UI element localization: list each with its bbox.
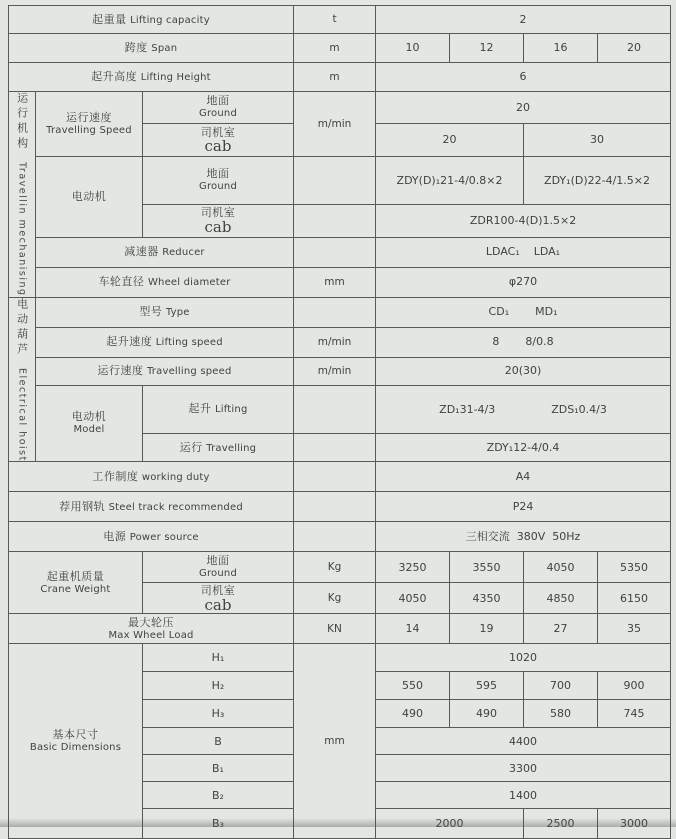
lifting-height-unit: m	[294, 63, 376, 92]
crane-weight-label	[9, 552, 143, 614]
electric-hoist-label-en: Electrical hoist	[16, 367, 28, 462]
hoist-motor-label	[36, 385, 143, 462]
travel-speed-label	[36, 92, 143, 157]
hoist-travel-speed-label	[36, 357, 294, 385]
dim-b1-value: 3300	[376, 755, 671, 782]
travel-motor-ground-label	[143, 157, 294, 205]
reducer-unit-empty	[294, 237, 376, 267]
hoist-type-value-a: CD₁	[488, 305, 510, 319]
working-duty-label-zh: 工作制度	[92, 469, 139, 483]
working-duty-unit-empty	[294, 462, 376, 492]
row-dim-h1	[9, 644, 671, 672]
crane-weight-cab-value-16: 4850	[524, 583, 598, 614]
hoist-lift-speed-value-a: 8	[492, 335, 500, 349]
crane-weight-ground-label	[143, 552, 294, 583]
travel-speed-cab-label	[143, 124, 294, 157]
hoist-lift-speed-value-b: 8/0.8	[525, 335, 554, 349]
travel-speed-cab-label-zh: 司机室	[200, 125, 236, 139]
power-source-unit-empty	[294, 522, 376, 552]
reducer-value-a: LDAC₁	[485, 245, 520, 259]
crane-weight-ground-unit: Kg	[294, 552, 376, 583]
hoist-motor-lifting-label-en: Lifting	[215, 404, 248, 416]
hoist-lift-speed-value	[376, 327, 671, 357]
reducer-label-zh: 减速器	[124, 245, 159, 259]
hoist-motor-travelling-label-en: Travelling	[206, 442, 257, 454]
travel-motor-ground-value-low: ZDY(D)₁21-4/0.8×2	[376, 157, 524, 205]
hoist-lift-speed-label-zh: 起升速度	[106, 335, 153, 349]
hoist-travel-speed-label-zh: 运行速度	[97, 364, 144, 378]
max-wheel-load-label-zh: 最大轮压	[128, 615, 174, 629]
span-unit: m	[294, 34, 376, 63]
working-duty-value: A4	[376, 462, 671, 492]
dim-h2-label: H₂	[143, 672, 294, 700]
travel-motor-label-zh: 电动机	[71, 190, 107, 204]
wheel-diameter-unit: mm	[294, 267, 376, 297]
hoist-type-value	[376, 297, 671, 327]
crane-weight-cab-label	[143, 583, 294, 614]
dim-b2-label: B₂	[143, 782, 294, 809]
wheel-diameter-label	[36, 267, 294, 297]
max-wheel-load-value-12: 19	[450, 614, 524, 644]
crane-weight-label-zh: 起重机质量	[46, 569, 105, 583]
hoist-motor-lifting-value	[376, 385, 671, 434]
dim-b2-value: 1400	[376, 782, 671, 809]
wheel-diameter-value: φ270	[376, 267, 671, 297]
travel-speed-ground-label	[143, 92, 294, 124]
crane-weight-label-en: Crane Weight	[40, 583, 111, 595]
section-electric-hoist	[9, 297, 36, 462]
hoist-motor-lifting-value-b: ZDS₁0.4/3	[551, 402, 607, 416]
hoist-motor-label-en: Model	[73, 424, 105, 436]
travel-speed-ground-label-en: Ground	[199, 108, 237, 120]
dim-b3-value-c: 3000	[598, 809, 671, 839]
dim-h3-value-12: 490	[450, 700, 524, 728]
crane-weight-ground-value-10: 3250	[376, 552, 450, 583]
lifting-height-label-en: Lifting Height	[140, 72, 211, 83]
dim-b1-label: B₁	[143, 755, 294, 782]
hoist-motor-travelling-value: ZDY₁12-4/0.4	[376, 434, 671, 462]
dim-b-value: 4400	[376, 728, 671, 755]
reducer-label-en: Reducer	[162, 247, 205, 259]
max-wheel-load-label	[9, 614, 294, 644]
working-duty-label-en: working duty	[141, 471, 210, 483]
crane-weight-ground-value-20: 5350	[598, 552, 671, 583]
steel-track-unit-empty	[294, 492, 376, 522]
hoist-motor-travelling-label	[143, 434, 294, 462]
crane-weight-cab-unit: Kg	[294, 583, 376, 614]
max-wheel-load-value-16: 27	[524, 614, 598, 644]
lifting-capacity-label-zh: 起重量	[92, 12, 127, 26]
travel-speed-unit: m/min	[294, 92, 376, 157]
span-label-zh: 跨度	[124, 41, 148, 54]
dimensions-label	[9, 644, 143, 839]
crane-weight-ground-value-12: 3550	[450, 552, 524, 583]
hoist-travel-speed-value: 20(30)	[376, 357, 671, 385]
dimensions-label-en: Basic Dimensions	[29, 742, 122, 753]
span-label	[9, 34, 294, 63]
hoist-lift-speed-unit: m/min	[294, 327, 376, 357]
hoist-motor-lifting-label-zh: 起升	[188, 402, 212, 416]
span-value-10: 10	[376, 34, 450, 63]
travel-motor-ground-label-en: Ground	[199, 180, 237, 192]
row-hoist-type	[9, 297, 671, 327]
max-wheel-load-unit: KN	[294, 614, 376, 644]
power-source-value: 三相交流 380V 50Hz	[376, 522, 671, 552]
hoist-motor-label-zh: 电动机	[71, 410, 107, 424]
electric-hoist-vertical-label	[11, 298, 33, 462]
travel-motor-cab-label-zh: 司机室	[200, 206, 236, 220]
travel-speed-cab-value-high: 30	[524, 124, 671, 157]
crane-weight-ground-label-en: Ground	[199, 568, 237, 579]
span-label-en: Span	[151, 43, 178, 54]
row-power-source	[9, 522, 671, 552]
travel-motor-cab-value: ZDR100-4(D)1.5×2	[376, 204, 671, 237]
crane-spec-table	[8, 5, 671, 839]
dim-h1-label: H₁	[143, 644, 294, 672]
hoist-lift-speed-label-en: Lifting speed	[155, 337, 223, 349]
travel-motor-cab-label	[143, 204, 294, 237]
crane-weight-ground-value-16: 4050	[524, 552, 598, 583]
power-source-label	[9, 522, 294, 552]
hoist-type-label	[36, 297, 294, 327]
travel-speed-ground-label-zh: 地面	[206, 94, 230, 108]
hoist-type-unit-empty	[294, 297, 376, 327]
row-hoist-motor-lifting	[9, 385, 671, 434]
travel-speed-cab-value-low: 20	[376, 124, 524, 157]
hoist-motor-travelling-label-zh: 运行	[179, 440, 203, 454]
hoist-type-label-zh: 型号	[139, 305, 163, 319]
steel-track-value: P24	[376, 492, 671, 522]
travel-speed-label-en: Travelling Speed	[46, 124, 132, 136]
section-travel-mechanism	[9, 92, 36, 298]
travel-motor-ground-unit-empty	[294, 157, 376, 205]
working-duty-label	[9, 462, 294, 492]
row-crane-weight-ground	[9, 552, 671, 583]
dim-b3-label: B₃	[143, 809, 294, 839]
hoist-travel-speed-label-en: Travelling speed	[146, 366, 232, 378]
travel-speed-label-zh: 运行速度	[66, 110, 112, 124]
power-source-label-en: Power source	[129, 531, 199, 543]
travel-motor-label	[36, 157, 143, 238]
wheel-diameter-label-en: Wheel diameter	[147, 277, 231, 289]
steel-track-label-en: Steel track recommended	[108, 501, 243, 513]
travel-speed-ground-value: 20	[376, 92, 671, 124]
reducer-label	[36, 237, 294, 267]
dim-h1-value: 1020	[376, 644, 671, 672]
travel-mechanism-label-en: Travellin mechanising	[16, 162, 28, 297]
row-hoist-travel-speed	[9, 357, 671, 385]
travel-mechanism-vertical-label	[11, 92, 33, 297]
dim-h3-label: H₃	[143, 700, 294, 728]
crane-weight-cab-label-zh: 司机室	[200, 584, 236, 597]
steel-track-label	[9, 492, 294, 522]
travel-mechanism-label-zh: 运行机构	[15, 92, 29, 152]
dimensions-unit: mm	[294, 644, 376, 839]
travel-motor-cab-unit-empty	[294, 204, 376, 237]
row-lifting-height	[9, 63, 671, 92]
hoist-type-value-b: MD₁	[535, 305, 558, 319]
max-wheel-load-label-en: Max Wheel Load	[108, 629, 194, 641]
lifting-height-label-zh: 起升高度	[91, 70, 138, 83]
row-working-duty	[9, 462, 671, 492]
crane-weight-ground-label-zh: 地面	[206, 554, 230, 568]
span-value-12: 12	[450, 34, 524, 63]
row-steel-track	[9, 492, 671, 522]
crane-weight-cab-label-en: cab	[204, 595, 232, 614]
row-max-wheel-load	[9, 614, 671, 644]
lifting-capacity-unit: t	[294, 6, 376, 34]
electric-hoist-label-zh: 电动葫芦	[15, 297, 29, 358]
lifting-capacity-value: 2	[376, 6, 671, 34]
row-travel-motor-ground	[9, 157, 671, 205]
hoist-motor-lifting-value-a: ZD₁31-4/3	[439, 402, 496, 416]
travel-motor-ground-value-high: ZDY₁(D)22-4/1.5×2	[524, 157, 671, 205]
reducer-value	[376, 237, 671, 267]
travel-motor-cab-label-en: cab	[204, 217, 232, 236]
row-span	[9, 34, 671, 63]
row-hoist-lift-speed	[9, 327, 671, 357]
lifting-height-label	[9, 63, 294, 92]
row-travel-speed-ground	[9, 92, 671, 124]
max-wheel-load-value-10: 14	[376, 614, 450, 644]
travel-speed-cab-label-en: cab	[204, 137, 232, 156]
crane-weight-cab-value-20: 6150	[598, 583, 671, 614]
max-wheel-load-value-20: 35	[598, 614, 671, 644]
dim-h3-value-16: 580	[524, 700, 598, 728]
dim-h3-value-10: 490	[376, 700, 450, 728]
dim-h2-value-10: 550	[376, 672, 450, 700]
dim-h3-value-20: 745	[598, 700, 671, 728]
power-source-label-zh: 电源	[103, 529, 127, 543]
dimensions-label-zh: 基本尺寸	[52, 728, 99, 742]
hoist-motor-lifting-label	[143, 385, 294, 434]
dim-b-label: B	[143, 728, 294, 755]
crane-weight-cab-value-10: 4050	[376, 583, 450, 614]
dim-h2-value-20: 900	[598, 672, 671, 700]
span-value-16: 16	[524, 34, 598, 63]
dim-b3-value-b: 2500	[524, 809, 598, 839]
row-reducer	[9, 237, 671, 267]
travel-motor-ground-label-zh: 地面	[206, 167, 230, 181]
lifting-height-value: 6	[376, 63, 671, 92]
crane-weight-cab-value-12: 4350	[450, 583, 524, 614]
reducer-value-b: LDA₁	[533, 245, 561, 259]
steel-track-label-zh: 荐用钢轨	[59, 499, 106, 513]
row-wheel-diameter	[9, 267, 671, 297]
hoist-lift-speed-label	[36, 327, 294, 357]
lifting-capacity-label-en: Lifting capacity	[130, 14, 210, 26]
dim-h2-value-16: 700	[524, 672, 598, 700]
hoist-motor-lifting-unit-empty	[294, 385, 376, 434]
hoist-type-label-en: Type	[165, 307, 190, 319]
dim-h2-value-12: 595	[450, 672, 524, 700]
dim-b3-value-a: 2000	[376, 809, 524, 839]
lifting-capacity-label	[9, 6, 294, 34]
span-value-20: 20	[598, 34, 671, 63]
row-lifting-capacity	[9, 6, 671, 34]
hoist-travel-speed-unit: m/min	[294, 357, 376, 385]
wheel-diameter-label-zh: 车轮直径	[98, 275, 145, 289]
hoist-motor-travelling-unit-empty	[294, 434, 376, 462]
